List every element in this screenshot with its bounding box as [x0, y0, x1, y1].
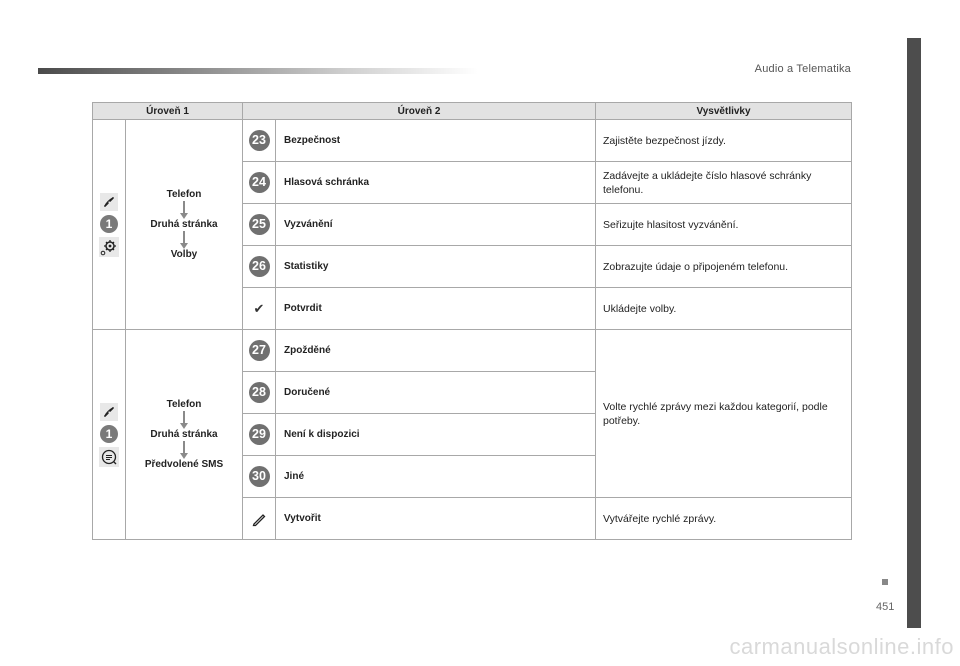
arrow-down-icon	[180, 411, 188, 429]
level2-label: Zpožděné	[276, 330, 596, 372]
explanation: Zajistěte bezpečnost jízdy.	[596, 120, 852, 162]
phone-icon	[100, 403, 118, 421]
number-badge: 24	[249, 172, 270, 193]
level1-nav-cell	[126, 120, 243, 330]
pencil-icon	[243, 511, 275, 527]
level2-label: Jiné	[276, 456, 596, 498]
page-marker	[882, 579, 888, 585]
table-header-row	[93, 103, 852, 120]
badge-cell	[243, 456, 276, 498]
level2-label: Statistiky	[276, 246, 596, 288]
nav-step: Druhá stránka	[150, 428, 218, 440]
watermark: carmanualsonline.info	[729, 634, 954, 659]
level1-number-badge: 1	[100, 215, 118, 233]
level2-label: Potvrdit	[276, 288, 596, 330]
badge-cell	[243, 372, 276, 414]
number-badge: 29	[249, 424, 270, 445]
nav-step: Telefon	[166, 398, 202, 410]
nav-step: Předvolené SMS	[144, 458, 224, 470]
badge-cell	[243, 330, 276, 372]
number-badge: 30	[249, 466, 270, 487]
level2-label: Doručené	[276, 372, 596, 414]
nav-step: Volby	[170, 248, 198, 260]
page-number: 451	[876, 601, 895, 613]
header-gradient-bar	[38, 68, 478, 74]
gear-icon	[99, 237, 119, 257]
badge-cell	[243, 246, 276, 288]
phone-icon	[100, 193, 118, 211]
badge-cell	[243, 204, 276, 246]
check-icon: ✔	[253, 300, 265, 316]
message-icon	[99, 447, 119, 467]
table-row	[93, 330, 852, 372]
section-title: Audio a Telematika	[754, 63, 851, 75]
col-header-level1: Úroveň 1	[93, 103, 243, 120]
nav-step: Druhá stránka	[150, 218, 218, 230]
explanation: Zobrazujte údaje o připojeném telefonu.	[596, 246, 852, 288]
level2-label: Vyzvánění	[276, 204, 596, 246]
col-header-level2: Úroveň 2	[243, 103, 596, 120]
explanation: Vytvářejte rychlé zprávy.	[596, 498, 852, 540]
table-row	[93, 120, 852, 162]
number-badge: 27	[249, 340, 270, 361]
side-strip	[907, 38, 921, 628]
explanation: Zadávejte a ukládejte číslo hlasové schránky telefonu.	[596, 162, 852, 204]
level1-nav-cell	[126, 330, 243, 540]
icon-cell	[243, 498, 276, 540]
number-badge: 28	[249, 382, 270, 403]
level1-number-badge: 1	[100, 425, 118, 443]
badge-cell	[243, 162, 276, 204]
menu-table	[92, 102, 852, 540]
arrow-down-icon	[180, 201, 188, 219]
explanation: Seřizujte hlasitost vyzvánění.	[596, 204, 852, 246]
arrow-down-icon	[180, 441, 188, 459]
level2-label: Vytvořit	[276, 498, 596, 540]
badge-cell	[243, 414, 276, 456]
level2-label: Hlasová schránka	[276, 162, 596, 204]
number-badge: 23	[249, 130, 270, 151]
level2-label: Bezpečnost	[276, 120, 596, 162]
level1-icon-cell	[93, 120, 126, 330]
col-header-explanation: Vysvětlivky	[596, 103, 852, 120]
explanation-shared: Volte rychlé zprávy mezi každou kategorií, podle potřeby.	[596, 330, 852, 498]
arrow-down-icon	[180, 231, 188, 249]
nav-step: Telefon	[166, 188, 202, 200]
number-badge: 26	[249, 256, 270, 277]
badge-cell	[243, 120, 276, 162]
explanation: Ukládejte volby.	[596, 288, 852, 330]
icon-cell	[243, 288, 276, 330]
level2-label: Není k dispozici	[276, 414, 596, 456]
number-badge: 25	[249, 214, 270, 235]
level1-icon-cell	[93, 330, 126, 540]
